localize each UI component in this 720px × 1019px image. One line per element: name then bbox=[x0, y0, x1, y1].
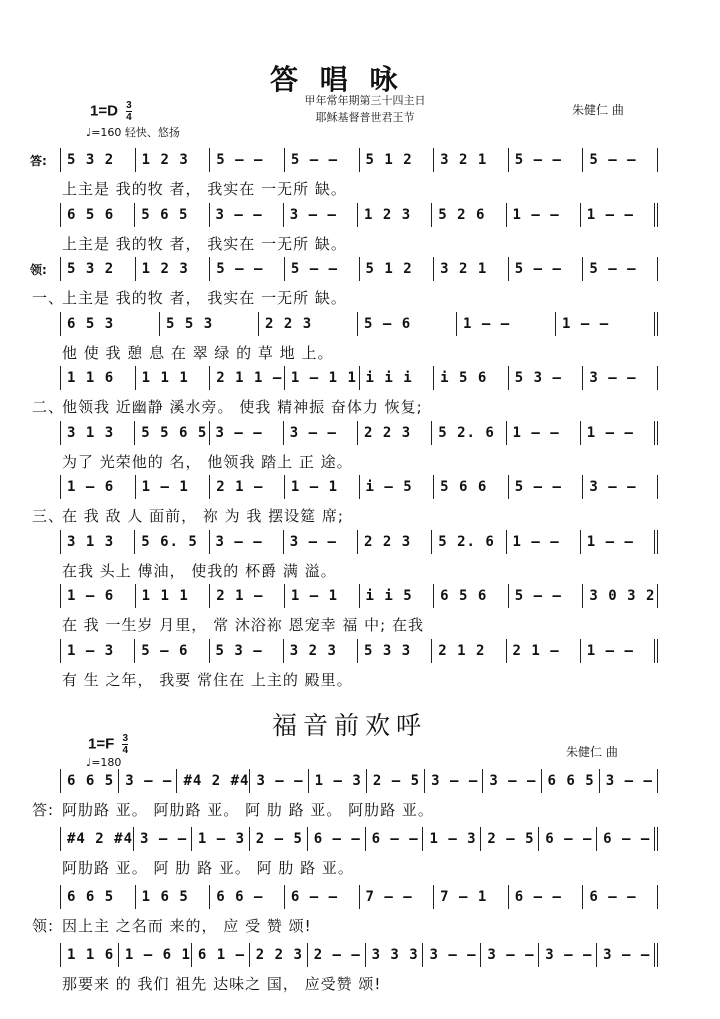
measure: 5 – – bbox=[284, 148, 359, 172]
song1-subtitles bbox=[270, 92, 460, 126]
measure: 6 – – bbox=[284, 885, 359, 909]
song1-key-signature bbox=[90, 100, 132, 123]
measure: 3 – – bbox=[482, 769, 540, 793]
measure: 5 – – bbox=[582, 148, 658, 172]
lyric-row bbox=[62, 857, 658, 878]
measure: 1 – – bbox=[555, 312, 658, 336]
measure: 3 – – bbox=[582, 475, 658, 499]
measure: 3 0 3 2 bbox=[582, 584, 658, 608]
measure-group bbox=[60, 943, 658, 967]
song1-time-num: 3 bbox=[126, 100, 132, 111]
measure: 6 – – bbox=[538, 827, 596, 851]
measure: 1 – 6 bbox=[60, 584, 135, 608]
measure: 1 – 1 bbox=[284, 475, 359, 499]
song1-title: 答 唱 咏 bbox=[270, 63, 404, 96]
measure: 1 1 6 bbox=[60, 366, 135, 390]
measure: 5 – 6 bbox=[134, 639, 208, 663]
measure: 3 – – bbox=[480, 943, 538, 967]
measure: 5 2. 6 bbox=[431, 421, 505, 445]
measure: 2 2 3 bbox=[357, 530, 431, 554]
measure-group bbox=[60, 366, 658, 390]
measure: 1 – 1 1 bbox=[284, 366, 359, 390]
lyric-text: 阿肋路 亚。 阿肋路 亚。 阿 肋 路 亚。 阿肋路 亚。 bbox=[62, 801, 434, 819]
measure: 3 2 3 bbox=[283, 639, 357, 663]
notation-row bbox=[60, 203, 658, 227]
measure: 3 – – bbox=[283, 203, 357, 227]
measure: 3 1 3 bbox=[60, 530, 134, 554]
measure: 5 5 6 5 bbox=[134, 421, 208, 445]
measure: 2 1 – bbox=[506, 639, 580, 663]
measure: 6 – – bbox=[596, 827, 658, 851]
measure: 5 – – bbox=[508, 257, 583, 281]
lyric-text: 上主是 我的牧 者， 我实在 一无所 缺。 bbox=[62, 234, 347, 253]
measure: 5 5 3 bbox=[159, 312, 258, 336]
lyric-text: 在我 头上 傅油， 使我的 杯爵 满 溢。 bbox=[62, 561, 337, 580]
song1-key: 1=D bbox=[90, 102, 118, 120]
lyric-text: 因上主 之名而 来的， 应 受 赞 颂! bbox=[62, 917, 312, 935]
measure: 1 1 1 bbox=[135, 366, 210, 390]
measure: 1 – – bbox=[580, 530, 658, 554]
measure: 1 – 6 1 bbox=[118, 943, 191, 967]
measure: 2 2 3 bbox=[357, 421, 431, 445]
notation-row bbox=[60, 475, 658, 499]
measure: 6 6 5 bbox=[541, 769, 599, 793]
measure: 5 3 3 bbox=[357, 639, 431, 663]
song2-title: 福音前欢呼 bbox=[272, 711, 428, 740]
measure: 5 – – bbox=[209, 148, 284, 172]
measure-group bbox=[60, 203, 658, 227]
measure-group bbox=[60, 257, 658, 281]
measure: 6 6 – bbox=[209, 885, 284, 909]
lyric-row-label: 一、 bbox=[32, 289, 65, 307]
measure: 3 2 1 bbox=[433, 148, 508, 172]
measure-group bbox=[60, 312, 658, 336]
notation-row bbox=[60, 312, 658, 336]
measure: 5 – – bbox=[508, 584, 583, 608]
lyric-row bbox=[32, 505, 658, 526]
notation-row bbox=[60, 584, 658, 608]
lyric-row bbox=[62, 973, 658, 994]
measure: 3 2 1 bbox=[433, 257, 508, 281]
notation-row-label: 答: bbox=[30, 154, 47, 168]
song2-time-signature bbox=[122, 733, 128, 756]
measure: 5 3 2 bbox=[60, 148, 135, 172]
measure-group bbox=[60, 584, 658, 608]
measure: 3 – – bbox=[599, 769, 658, 793]
song1-tempo: ♩=160 轻快、悠扬 bbox=[86, 126, 180, 139]
measure: 1 1 1 bbox=[135, 584, 210, 608]
measure: 6 – – bbox=[365, 827, 423, 851]
measure: 3 – – bbox=[422, 943, 480, 967]
measure: 7 – 1 bbox=[433, 885, 508, 909]
lyric-text: 在 我 敌 人 面前， 祢 为 我 摆设筵 席; bbox=[62, 507, 344, 525]
notation-row bbox=[60, 885, 658, 909]
measure: 6 6 5 bbox=[60, 885, 135, 909]
measure: 3 – – bbox=[209, 421, 283, 445]
notation-row bbox=[30, 257, 658, 281]
measure: 1 – – bbox=[506, 203, 580, 227]
lyric-row-label: 答: bbox=[32, 801, 55, 819]
measure: 2 – 5 bbox=[249, 827, 307, 851]
lyric-text: 他领我 近幽静 溪水旁。 使我 精神振 奋体力 恢复; bbox=[62, 398, 423, 416]
measure: 2 1 – bbox=[209, 475, 284, 499]
measure: 2 – – bbox=[307, 943, 365, 967]
measure: #4 2 #4 bbox=[176, 769, 249, 793]
notation-row-label: 领: bbox=[30, 263, 47, 277]
measure: 1 6 5 bbox=[135, 885, 210, 909]
measure: 2 2 3 bbox=[249, 943, 307, 967]
measure: i i 5 bbox=[359, 584, 434, 608]
measure: 1 – 3 bbox=[422, 827, 480, 851]
measure: 5 – 6 bbox=[357, 312, 456, 336]
lyric-text: 上主是 我的牧 者， 我实在 一无所 缺。 bbox=[62, 180, 347, 198]
lyric-row bbox=[62, 342, 658, 363]
lyric-text: 那要来 的 我们 祖先 达味之 国， 应受赞 颂! bbox=[62, 975, 382, 993]
measure: 5 6 6 bbox=[433, 475, 508, 499]
measure: 3 – – bbox=[424, 769, 482, 793]
measure: 6 5 6 bbox=[60, 203, 134, 227]
notation-row bbox=[60, 421, 658, 445]
measure-group bbox=[60, 475, 658, 499]
lyric-row bbox=[62, 233, 658, 254]
lyric-row-label: 三、 bbox=[32, 507, 65, 525]
measure: 3 – – bbox=[209, 530, 283, 554]
song2-composer: 朱健仁 曲 bbox=[566, 745, 618, 759]
measure: 1 2 3 bbox=[135, 257, 210, 281]
song1-time-den: 4 bbox=[126, 112, 132, 123]
measure: 1 – 1 bbox=[135, 475, 210, 499]
measure: 1 – – bbox=[580, 203, 658, 227]
measure: 6 – – bbox=[307, 827, 365, 851]
lyric-row bbox=[62, 560, 658, 581]
lyric-row-label: 二、 bbox=[32, 398, 65, 416]
measure: 5 3 – bbox=[209, 639, 283, 663]
measure: 3 – – bbox=[209, 203, 283, 227]
measure: 2 1 – bbox=[209, 584, 284, 608]
measure: 2 2 3 bbox=[258, 312, 357, 336]
notation-row bbox=[60, 639, 658, 663]
measure: 3 – – bbox=[118, 769, 176, 793]
measure: 1 1 6 bbox=[60, 943, 118, 967]
lyric-row bbox=[32, 287, 658, 308]
measure: 1 – 3 bbox=[191, 827, 249, 851]
measure-group bbox=[60, 769, 658, 793]
notation-row bbox=[60, 530, 658, 554]
song1-composer: 朱健仁 曲 bbox=[572, 103, 624, 117]
measure: 3 – – bbox=[249, 769, 307, 793]
song2-key-signature bbox=[88, 733, 128, 756]
measure: 6 1 – bbox=[191, 943, 249, 967]
measure: #4 2 #4 bbox=[60, 827, 133, 851]
lyric-row bbox=[32, 799, 658, 820]
measure: 5 3 – bbox=[508, 366, 583, 390]
measure: 5 – – bbox=[508, 475, 583, 499]
lyric-text: 有 生 之年， 我要 常住在 上主的 殿里。 bbox=[62, 670, 353, 689]
measure-group bbox=[60, 148, 658, 172]
measure: 3 – – bbox=[582, 366, 658, 390]
measure: 5 6 5 bbox=[134, 203, 208, 227]
measure: 3 – – bbox=[283, 530, 357, 554]
measure: 1 2 3 bbox=[135, 148, 210, 172]
lyric-row bbox=[62, 451, 658, 472]
notation-row bbox=[60, 827, 658, 851]
notation-row bbox=[60, 769, 658, 793]
lyric-row bbox=[32, 396, 658, 417]
measure: 1 – 3 bbox=[60, 639, 134, 663]
measure: 1 – – bbox=[506, 530, 580, 554]
measure: 2 – 5 bbox=[366, 769, 424, 793]
measure: 5 2. 6 bbox=[431, 530, 505, 554]
measure: i – 5 bbox=[359, 475, 434, 499]
song1-subtitle-2: 耶稣基督普世君王节 bbox=[315, 111, 415, 124]
measure-group bbox=[60, 827, 658, 851]
measure: i 5 6 bbox=[433, 366, 508, 390]
lyric-text: 为了 光荣他的 名， 他领我 踏上 正 途。 bbox=[62, 452, 353, 471]
measure: 5 – – bbox=[508, 148, 583, 172]
song2-time-den: 4 bbox=[122, 745, 128, 756]
lyric-row bbox=[32, 915, 658, 936]
measure: 1 – 1 bbox=[284, 584, 359, 608]
measure: 2 – 5 bbox=[480, 827, 538, 851]
measure: 1 – – bbox=[580, 639, 658, 663]
song1-subtitle-1: 甲年常年期第三十四主日 bbox=[304, 94, 426, 107]
lyric-text: 他 使 我 憩 息 在 翠 绿 的 草 地 上。 bbox=[62, 343, 334, 362]
measure: 5 6. 5 bbox=[134, 530, 208, 554]
notation-row bbox=[60, 943, 658, 967]
measure: 3 – – bbox=[133, 827, 191, 851]
lyric-row bbox=[62, 178, 658, 199]
song2-key: 1=F bbox=[88, 735, 115, 753]
measure: 5 – – bbox=[209, 257, 284, 281]
measure: 3 – – bbox=[538, 943, 596, 967]
measure: 5 – – bbox=[284, 257, 359, 281]
song1-time-signature bbox=[126, 100, 132, 123]
measure: 6 6 5 bbox=[60, 769, 118, 793]
measure: 3 – – bbox=[283, 421, 357, 445]
measure: 5 1 2 bbox=[359, 148, 434, 172]
lyric-text: 在 我 一生岁 月里， 常 沐浴祢 恩宠幸 福 中; 在我 bbox=[62, 616, 424, 634]
measure: 5 2 6 bbox=[431, 203, 505, 227]
measure-group bbox=[60, 885, 658, 909]
song2-time-num: 3 bbox=[122, 733, 128, 744]
lyric-row bbox=[62, 669, 658, 690]
lyric-text: 上主是 我的牧 者， 我实在 一无所 缺。 bbox=[62, 289, 347, 307]
measure-group bbox=[60, 639, 658, 663]
measure: i i i bbox=[359, 366, 434, 390]
measure: 1 – 6 bbox=[60, 475, 135, 499]
notation-row bbox=[60, 366, 658, 390]
measure: 3 1 3 bbox=[60, 421, 134, 445]
measure-group bbox=[60, 530, 658, 554]
measure: 5 – – bbox=[582, 257, 658, 281]
song2-tempo: ♩=180 bbox=[86, 756, 122, 769]
lyric-row bbox=[62, 614, 658, 635]
measure: 7 – – bbox=[359, 885, 434, 909]
measure: 1 – – bbox=[456, 312, 555, 336]
measure: 2 1 1 – bbox=[209, 366, 284, 390]
lyric-text: 阿肋路 亚。 阿 肋 路 亚。 阿 肋 路 亚。 bbox=[62, 859, 354, 877]
measure: 1 – – bbox=[580, 421, 658, 445]
measure: 1 – – bbox=[506, 421, 580, 445]
measure-group bbox=[60, 421, 658, 445]
measure: 1 – 3 bbox=[308, 769, 366, 793]
measure: 5 1 2 bbox=[359, 257, 434, 281]
measure: 2 1 2 bbox=[431, 639, 505, 663]
measure: 6 5 6 bbox=[433, 584, 508, 608]
measure: 1 2 3 bbox=[357, 203, 431, 227]
measure: 6 – – bbox=[582, 885, 658, 909]
measure: 5 3 2 bbox=[60, 257, 135, 281]
measure: 6 – – bbox=[508, 885, 583, 909]
lyric-row-label: 领: bbox=[32, 917, 55, 935]
measure: 6 5 3 bbox=[60, 312, 159, 336]
measure: 3 3 3 bbox=[365, 943, 423, 967]
measure: 3 – – bbox=[596, 943, 658, 967]
notation-row bbox=[30, 148, 658, 172]
